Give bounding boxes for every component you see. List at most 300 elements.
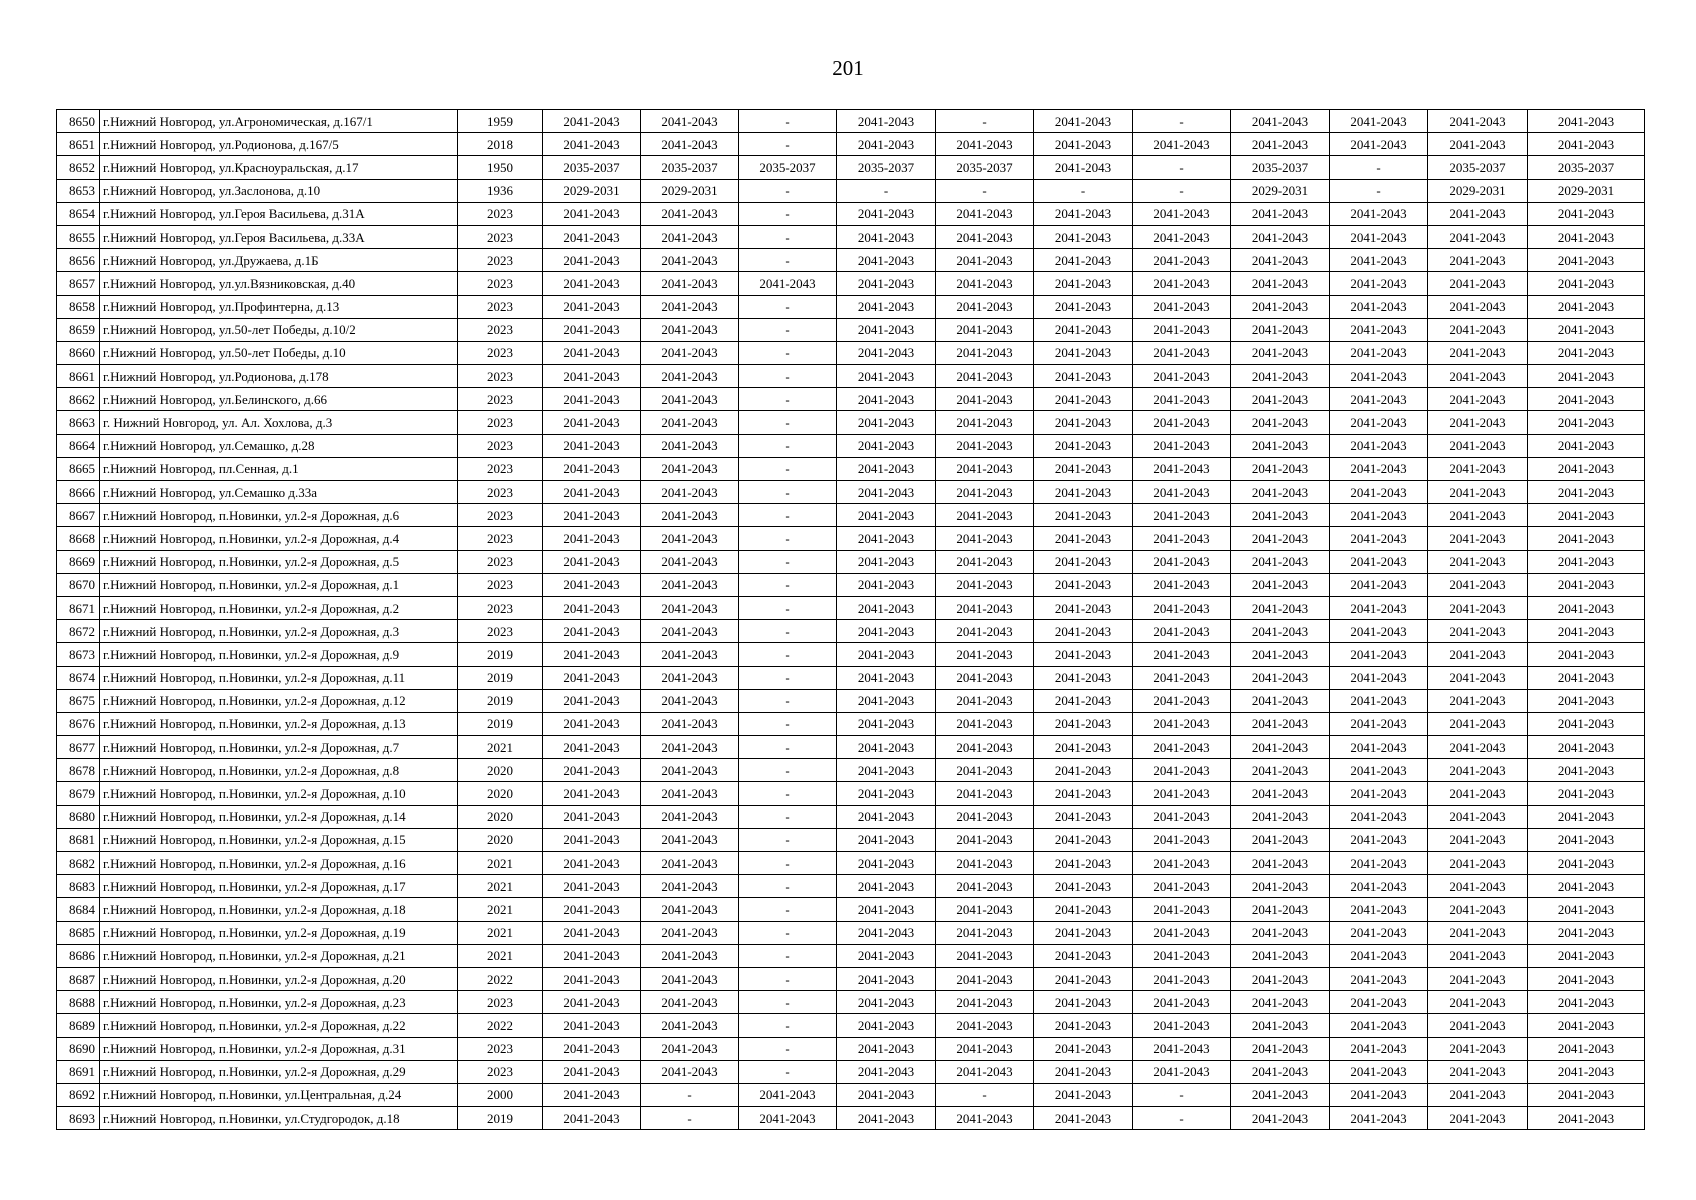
build-year-cell: 2023 — [458, 573, 543, 596]
row-number-cell: 8680 — [57, 805, 100, 828]
repair-period-cell: 2041-2043 — [1528, 921, 1645, 944]
repair-period-cell: 2041-2043 — [641, 1060, 739, 1083]
repair-period-cell: 2041-2043 — [641, 272, 739, 295]
repair-period-cell: 2041-2043 — [543, 481, 641, 504]
repair-period-cell: 2041-2043 — [1034, 527, 1133, 550]
repair-period-cell: 2041-2043 — [1034, 156, 1133, 179]
repair-period-cell: 2041-2043 — [641, 202, 739, 225]
repair-period-cell: 2041-2043 — [1528, 944, 1645, 967]
repair-period-cell: 2041-2043 — [543, 852, 641, 875]
repair-period-cell: 2041-2043 — [1231, 249, 1330, 272]
repair-period-cell: 2041-2043 — [1034, 249, 1133, 272]
repair-period-cell: 2035-2037 — [739, 156, 837, 179]
build-year-cell: 2023 — [458, 1037, 543, 1060]
repair-period-cell: 2041-2043 — [641, 805, 739, 828]
repair-period-cell: 2041-2043 — [641, 759, 739, 782]
repair-period-cell: 2041-2043 — [936, 689, 1034, 712]
repair-period-cell: 2041-2043 — [543, 620, 641, 643]
repair-period-cell: 2041-2043 — [837, 759, 936, 782]
repair-period-cell: 2041-2043 — [936, 295, 1034, 318]
repair-period-cell: 2041-2043 — [1528, 527, 1645, 550]
repair-period-cell: 2041-2043 — [1133, 921, 1231, 944]
repair-period-cell: 2041-2043 — [1428, 782, 1528, 805]
repair-period-cell: 2041-2043 — [936, 967, 1034, 990]
repair-period-cell: 2041-2043 — [1428, 805, 1528, 828]
repair-period-cell: 2041-2043 — [1528, 202, 1645, 225]
repair-period-cell: 2041-2043 — [1528, 272, 1645, 295]
repair-period-cell: 2041-2043 — [543, 1014, 641, 1037]
address-cell: г.Нижний Новгород, п.Новинки, ул.2-я Дорожная, д.17 — [100, 875, 458, 898]
repair-period-cell: 2041-2043 — [936, 991, 1034, 1014]
repair-period-cell: 2041-2043 — [641, 133, 739, 156]
repair-period-cell: 2041-2043 — [641, 991, 739, 1014]
repair-period-cell: 2041-2043 — [837, 620, 936, 643]
table-row — [57, 736, 1645, 759]
repair-period-cell: 2041-2043 — [1034, 295, 1133, 318]
table-row — [57, 689, 1645, 712]
address-cell: г.Нижний Новгород, п.Новинки, ул.2-я Дорожная, д.12 — [100, 689, 458, 712]
repair-period-cell: 2041-2043 — [936, 898, 1034, 921]
repair-period-cell: 2041-2043 — [1528, 365, 1645, 388]
repair-period-cell: 2041-2043 — [1133, 1060, 1231, 1083]
repair-period-cell: 2041-2043 — [1231, 620, 1330, 643]
repair-period-cell: 2041-2043 — [1231, 1014, 1330, 1037]
address-cell: г.Нижний Новгород, ул.Семашко д.33а — [100, 481, 458, 504]
repair-period-cell: 2035-2037 — [543, 156, 641, 179]
repair-period-cell: - — [739, 527, 837, 550]
repair-period-cell: 2041-2043 — [837, 457, 936, 480]
address-cell: г.Нижний Новгород, ул.Дружаева, д.1Б — [100, 249, 458, 272]
repair-period-cell: 2041-2043 — [936, 1060, 1034, 1083]
repair-period-cell: 2041-2043 — [543, 550, 641, 573]
repair-period-cell: 2041-2043 — [1231, 921, 1330, 944]
table-row — [57, 759, 1645, 782]
build-year-cell: 2020 — [458, 782, 543, 805]
repair-period-cell: - — [739, 133, 837, 156]
repair-period-cell: 2041-2043 — [641, 550, 739, 573]
row-number-cell: 8678 — [57, 759, 100, 782]
repair-period-cell: - — [739, 341, 837, 364]
repair-period-cell: 2041-2043 — [1330, 596, 1428, 619]
row-number-cell: 8685 — [57, 921, 100, 944]
repair-period-cell: 2041-2043 — [936, 666, 1034, 689]
repair-period-cell: 2041-2043 — [1034, 666, 1133, 689]
repair-period-cell: 2041-2043 — [1528, 434, 1645, 457]
repair-period-cell: 2041-2043 — [1231, 573, 1330, 596]
repair-period-cell: 2041-2043 — [1528, 341, 1645, 364]
repair-period-cell: 2041-2043 — [1034, 828, 1133, 851]
table-row — [57, 527, 1645, 550]
address-cell: г.Нижний Новгород, п.Новинки, ул.2-я Дорожная, д.31 — [100, 1037, 458, 1060]
build-year-cell: 2023 — [458, 365, 543, 388]
repair-period-cell: 2041-2043 — [1034, 1014, 1133, 1037]
repair-period-cell: 2041-2043 — [1034, 481, 1133, 504]
build-year-cell: 2019 — [458, 689, 543, 712]
address-cell: г.Нижний Новгород, п.Новинки, ул.Студгородок, д.18 — [100, 1107, 458, 1130]
repair-period-cell: 2041-2043 — [1133, 341, 1231, 364]
repair-period-cell: 2041-2043 — [1428, 852, 1528, 875]
repair-period-cell: 2041-2043 — [739, 272, 837, 295]
repair-period-cell: 2041-2043 — [543, 828, 641, 851]
repair-period-cell: - — [739, 689, 837, 712]
repair-period-cell: 2041-2043 — [543, 759, 641, 782]
repair-period-cell: 2029-2031 — [1428, 179, 1528, 202]
build-year-cell: 2022 — [458, 967, 543, 990]
repair-period-cell: 2041-2043 — [543, 1083, 641, 1106]
build-year-cell: 2019 — [458, 712, 543, 735]
repair-period-cell: 2041-2043 — [543, 527, 641, 550]
repair-period-cell: 2041-2043 — [1428, 110, 1528, 133]
repair-period-cell: - — [739, 504, 837, 527]
repair-period-cell: 2041-2043 — [1428, 573, 1528, 596]
repair-period-cell: - — [739, 318, 837, 341]
address-cell: г.Нижний Новгород, п.Новинки, ул.2-я Дорожная, д.19 — [100, 921, 458, 944]
repair-period-cell: 2041-2043 — [1428, 666, 1528, 689]
repair-period-cell: 2041-2043 — [1133, 318, 1231, 341]
repair-period-cell: 2041-2043 — [837, 272, 936, 295]
table-row — [57, 596, 1645, 619]
repair-period-cell: - — [739, 782, 837, 805]
repair-period-cell: 2041-2043 — [641, 689, 739, 712]
repair-period-cell: 2041-2043 — [1528, 991, 1645, 1014]
repair-period-cell: - — [739, 249, 837, 272]
repair-period-cell: 2041-2043 — [1528, 736, 1645, 759]
repair-period-cell: - — [739, 759, 837, 782]
repair-period-cell: 2041-2043 — [1133, 689, 1231, 712]
repair-period-cell: 2041-2043 — [1528, 689, 1645, 712]
address-cell: г.Нижний Новгород, п.Новинки, ул.2-я Дорожная, д.6 — [100, 504, 458, 527]
repair-period-cell: 2041-2043 — [936, 272, 1034, 295]
repair-period-cell: 2041-2043 — [1528, 852, 1645, 875]
table-row — [57, 318, 1645, 341]
repair-period-cell: 2041-2043 — [1231, 1107, 1330, 1130]
repair-period-cell: 2041-2043 — [837, 110, 936, 133]
repair-period-cell: 2041-2043 — [641, 898, 739, 921]
repair-period-cell: 2041-2043 — [543, 782, 641, 805]
repair-period-cell: 2041-2043 — [1428, 991, 1528, 1014]
address-cell: г.Нижний Новгород, ул.Семашко, д.28 — [100, 434, 458, 457]
repair-period-cell: - — [1133, 1083, 1231, 1106]
build-year-cell: 2023 — [458, 620, 543, 643]
address-cell: г.Нижний Новгород, п.Новинки, ул.2-я Дорожная, д.21 — [100, 944, 458, 967]
repair-period-cell: 2041-2043 — [1528, 1037, 1645, 1060]
address-cell: г.Нижний Новгород, ул.50-лет Победы, д.10/2 — [100, 318, 458, 341]
repair-period-cell: 2041-2043 — [1231, 898, 1330, 921]
repair-period-cell: 2041-2043 — [1231, 782, 1330, 805]
build-year-cell: 2019 — [458, 1107, 543, 1130]
repair-period-cell: 2041-2043 — [1330, 1014, 1428, 1037]
repair-period-cell: 2041-2043 — [1528, 481, 1645, 504]
build-year-cell: 2021 — [458, 898, 543, 921]
repair-period-cell: - — [739, 712, 837, 735]
repair-period-cell: 2041-2043 — [1330, 898, 1428, 921]
address-cell: г.Нижний Новгород, п.Новинки, ул.2-я Дорожная, д.15 — [100, 828, 458, 851]
repair-period-cell: 2041-2043 — [1330, 1083, 1428, 1106]
table-row — [57, 1060, 1645, 1083]
table-row — [57, 991, 1645, 1014]
repair-period-cell: 2029-2031 — [1231, 179, 1330, 202]
repair-period-cell: 2041-2043 — [936, 249, 1034, 272]
repair-period-cell: 2041-2043 — [1528, 898, 1645, 921]
repair-period-cell: 2041-2043 — [936, 133, 1034, 156]
repair-period-cell: 2041-2043 — [1330, 736, 1428, 759]
repair-period-cell: 2041-2043 — [1330, 573, 1428, 596]
address-cell: г.Нижний Новгород, ул.Родионова, д.178 — [100, 365, 458, 388]
repair-period-cell: 2041-2043 — [1330, 689, 1428, 712]
repair-period-cell: 2041-2043 — [1034, 805, 1133, 828]
address-cell: г.Нижний Новгород, пл.Сенная, д.1 — [100, 457, 458, 480]
repair-period-cell: 2041-2043 — [543, 388, 641, 411]
repair-period-cell: 2041-2043 — [837, 295, 936, 318]
repair-period-cell: 2041-2043 — [1428, 411, 1528, 434]
repair-period-cell: 2041-2043 — [1231, 110, 1330, 133]
repair-period-cell: 2041-2043 — [837, 782, 936, 805]
repair-period-cell: 2041-2043 — [1034, 411, 1133, 434]
row-number-cell: 8667 — [57, 504, 100, 527]
repair-period-cell: 2041-2043 — [1231, 527, 1330, 550]
repair-period-cell: 2041-2043 — [1528, 759, 1645, 782]
repair-period-cell: 2041-2043 — [1133, 967, 1231, 990]
repair-period-cell: 2041-2043 — [543, 712, 641, 735]
repair-period-cell: 2041-2043 — [1133, 991, 1231, 1014]
repair-period-cell: 2041-2043 — [1428, 225, 1528, 248]
repair-period-cell: - — [739, 295, 837, 318]
repair-period-cell: 2041-2043 — [1231, 341, 1330, 364]
repair-period-cell: 2041-2043 — [1231, 828, 1330, 851]
repair-period-cell: 2041-2043 — [543, 365, 641, 388]
repair-period-cell: 2041-2043 — [1330, 643, 1428, 666]
repair-period-cell: 2041-2043 — [1528, 967, 1645, 990]
table-row — [57, 898, 1645, 921]
repair-period-cell: 2041-2043 — [1528, 643, 1645, 666]
repair-period-cell: 2041-2043 — [936, 318, 1034, 341]
repair-period-cell: 2041-2043 — [837, 365, 936, 388]
repair-period-cell: 2041-2043 — [641, 1037, 739, 1060]
repair-period-cell: 2041-2043 — [837, 944, 936, 967]
repair-period-cell: - — [1133, 110, 1231, 133]
repair-period-cell: 2041-2043 — [837, 1037, 936, 1060]
repair-period-cell: 2029-2031 — [543, 179, 641, 202]
repair-period-cell: - — [739, 991, 837, 1014]
repair-period-cell: 2035-2037 — [1528, 156, 1645, 179]
repair-period-cell: 2041-2043 — [1528, 573, 1645, 596]
repair-period-cell: 2041-2043 — [1133, 643, 1231, 666]
repair-period-cell: 2041-2043 — [1528, 805, 1645, 828]
build-year-cell: 2021 — [458, 736, 543, 759]
repair-period-cell: 2041-2043 — [936, 225, 1034, 248]
repair-period-cell: 2041-2043 — [641, 481, 739, 504]
repair-period-cell: 2041-2043 — [641, 318, 739, 341]
table-row — [57, 225, 1645, 248]
repair-period-cell: 2041-2043 — [1231, 1060, 1330, 1083]
repair-period-cell: 2041-2043 — [837, 666, 936, 689]
repair-period-cell: 2041-2043 — [1034, 944, 1133, 967]
row-number-cell: 8683 — [57, 875, 100, 898]
repair-period-cell: 2041-2043 — [1528, 249, 1645, 272]
repair-period-cell: 2041-2043 — [543, 133, 641, 156]
repair-period-cell: 2041-2043 — [837, 341, 936, 364]
repair-period-cell: 2041-2043 — [641, 411, 739, 434]
row-number-cell: 8692 — [57, 1083, 100, 1106]
repair-period-cell: - — [739, 921, 837, 944]
repair-period-cell: 2041-2043 — [936, 828, 1034, 851]
repair-period-cell: 2041-2043 — [1231, 411, 1330, 434]
repair-period-cell: 2041-2043 — [543, 689, 641, 712]
repair-period-cell: 2041-2043 — [936, 202, 1034, 225]
repair-period-cell: 2041-2043 — [1231, 1083, 1330, 1106]
repair-period-cell: 2041-2043 — [1528, 712, 1645, 735]
repair-period-cell: 2041-2043 — [837, 805, 936, 828]
row-number-cell: 8681 — [57, 828, 100, 851]
repair-period-cell: 2041-2043 — [837, 828, 936, 851]
row-number-cell: 8679 — [57, 782, 100, 805]
address-cell: г.Нижний Новгород, п.Новинки, ул.2-я Дорожная, д.3 — [100, 620, 458, 643]
row-number-cell: 8686 — [57, 944, 100, 967]
repair-period-cell: 2041-2043 — [1034, 341, 1133, 364]
repair-period-cell: 2041-2043 — [936, 921, 1034, 944]
repair-period-cell: 2041-2043 — [1133, 944, 1231, 967]
repair-period-cell: 2041-2043 — [1428, 202, 1528, 225]
repair-period-cell: 2041-2043 — [837, 434, 936, 457]
repair-period-cell: 2041-2043 — [837, 202, 936, 225]
repair-period-cell: 2041-2043 — [1330, 1037, 1428, 1060]
repair-period-cell: 2041-2043 — [1231, 202, 1330, 225]
table-row — [57, 1014, 1645, 1037]
repair-period-cell: 2041-2043 — [543, 967, 641, 990]
repair-period-cell: 2041-2043 — [1034, 620, 1133, 643]
row-number-cell: 8659 — [57, 318, 100, 341]
repair-period-cell: 2041-2043 — [1231, 643, 1330, 666]
repair-period-cell: 2041-2043 — [1428, 341, 1528, 364]
row-number-cell: 8664 — [57, 434, 100, 457]
repair-period-cell: 2041-2043 — [936, 527, 1034, 550]
repair-period-cell: 2041-2043 — [1133, 504, 1231, 527]
build-year-cell: 2023 — [458, 527, 543, 550]
repair-period-cell: - — [739, 875, 837, 898]
repair-period-cell: 2041-2043 — [1330, 249, 1428, 272]
repair-period-cell: 2041-2043 — [641, 666, 739, 689]
address-cell: г.Нижний Новгород, п.Новинки, ул.2-я Дорожная, д.13 — [100, 712, 458, 735]
repair-period-cell: 2041-2043 — [837, 736, 936, 759]
address-cell: г.Нижний Новгород, п.Новинки, ул.2-я Дорожная, д.5 — [100, 550, 458, 573]
repair-period-cell: 2041-2043 — [1428, 1107, 1528, 1130]
repair-period-cell: 2041-2043 — [1330, 341, 1428, 364]
repair-period-cell: 2041-2043 — [1330, 365, 1428, 388]
address-cell: г.Нижний Новгород, ул.ул.Вязниковская, д.40 — [100, 272, 458, 295]
repair-period-cell: 2041-2043 — [1034, 1037, 1133, 1060]
table-row — [57, 202, 1645, 225]
repair-period-cell: 2041-2043 — [1528, 620, 1645, 643]
repair-period-cell: 2041-2043 — [1428, 759, 1528, 782]
repair-period-cell: 2041-2043 — [1428, 898, 1528, 921]
build-year-cell: 2018 — [458, 133, 543, 156]
repair-period-cell: 2041-2043 — [837, 481, 936, 504]
table-row — [57, 1037, 1645, 1060]
row-number-cell: 8655 — [57, 225, 100, 248]
repair-period-cell: 2041-2043 — [1428, 1014, 1528, 1037]
repair-period-cell: 2041-2043 — [1528, 318, 1645, 341]
build-year-cell: 2023 — [458, 457, 543, 480]
table-row — [57, 481, 1645, 504]
table-row — [57, 504, 1645, 527]
repair-period-cell: 2041-2043 — [1231, 944, 1330, 967]
repair-period-cell: 2041-2043 — [936, 573, 1034, 596]
repair-period-cell: 2041-2043 — [936, 341, 1034, 364]
address-cell: г.Нижний Новгород, п.Новинки, ул.2-я Дорожная, д.8 — [100, 759, 458, 782]
build-year-cell: 2023 — [458, 202, 543, 225]
repair-period-cell: - — [739, 225, 837, 248]
repair-period-cell: 2041-2043 — [1133, 225, 1231, 248]
repair-period-cell: 2041-2043 — [1330, 967, 1428, 990]
repair-period-cell: 2041-2043 — [1133, 527, 1231, 550]
repair-period-cell: 2041-2043 — [1133, 852, 1231, 875]
repair-period-cell: 2041-2043 — [739, 1107, 837, 1130]
repair-period-cell: 2041-2043 — [1330, 805, 1428, 828]
repair-period-cell: 2041-2043 — [1133, 596, 1231, 619]
table-row — [57, 944, 1645, 967]
table-row — [57, 573, 1645, 596]
repair-period-cell: 2041-2043 — [1428, 875, 1528, 898]
repair-period-cell: 2041-2043 — [1330, 782, 1428, 805]
repair-period-cell: 2041-2043 — [1034, 596, 1133, 619]
build-year-cell: 2023 — [458, 596, 543, 619]
repair-period-cell: 2041-2043 — [1231, 481, 1330, 504]
repair-period-cell: 2041-2043 — [837, 596, 936, 619]
build-year-cell: 1959 — [458, 110, 543, 133]
table-row — [57, 341, 1645, 364]
repair-period-cell: 2041-2043 — [1528, 828, 1645, 851]
repair-period-cell: 2041-2043 — [1034, 133, 1133, 156]
repair-period-cell: 2041-2043 — [1528, 596, 1645, 619]
repair-period-cell: 2041-2043 — [641, 573, 739, 596]
repair-period-cell: 2041-2043 — [641, 782, 739, 805]
repair-period-cell: 2041-2043 — [1330, 457, 1428, 480]
repair-period-cell: 2041-2043 — [1428, 481, 1528, 504]
table-row — [57, 156, 1645, 179]
repair-period-cell: - — [739, 805, 837, 828]
repair-period-cell: 2041-2043 — [1428, 249, 1528, 272]
repair-period-cell: 2041-2043 — [641, 852, 739, 875]
repair-period-cell: 2041-2043 — [1133, 249, 1231, 272]
repair-period-cell: 2041-2043 — [641, 365, 739, 388]
repair-period-cell: 2041-2043 — [1034, 550, 1133, 573]
repair-period-cell: 2041-2043 — [837, 967, 936, 990]
build-year-cell: 1950 — [458, 156, 543, 179]
repair-period-cell: 2041-2043 — [543, 1060, 641, 1083]
repair-period-cell: - — [1034, 179, 1133, 202]
repair-period-cell: 2041-2043 — [543, 411, 641, 434]
repair-period-cell: 2041-2043 — [641, 643, 739, 666]
build-year-cell: 2023 — [458, 272, 543, 295]
repair-period-cell: 2041-2043 — [1231, 365, 1330, 388]
repair-period-cell: - — [739, 365, 837, 388]
address-cell: г.Нижний Новгород, п.Новинки, ул.2-я Дорожная, д.2 — [100, 596, 458, 619]
row-number-cell: 8665 — [57, 457, 100, 480]
build-year-cell: 2023 — [458, 318, 543, 341]
repair-period-cell: 2041-2043 — [837, 875, 936, 898]
repair-period-cell: 2041-2043 — [1133, 828, 1231, 851]
repair-period-cell: 2041-2043 — [936, 944, 1034, 967]
repair-period-cell: - — [739, 852, 837, 875]
row-number-cell: 8675 — [57, 689, 100, 712]
address-cell: г.Нижний Новгород, п.Новинки, ул.2-я Дорожная, д.23 — [100, 991, 458, 1014]
repair-period-cell: 2041-2043 — [936, 643, 1034, 666]
repair-period-cell: 2041-2043 — [1034, 712, 1133, 735]
repair-period-cell: 2041-2043 — [543, 991, 641, 1014]
repair-period-cell: 2041-2043 — [641, 110, 739, 133]
table-row — [57, 643, 1645, 666]
table-row — [57, 550, 1645, 573]
